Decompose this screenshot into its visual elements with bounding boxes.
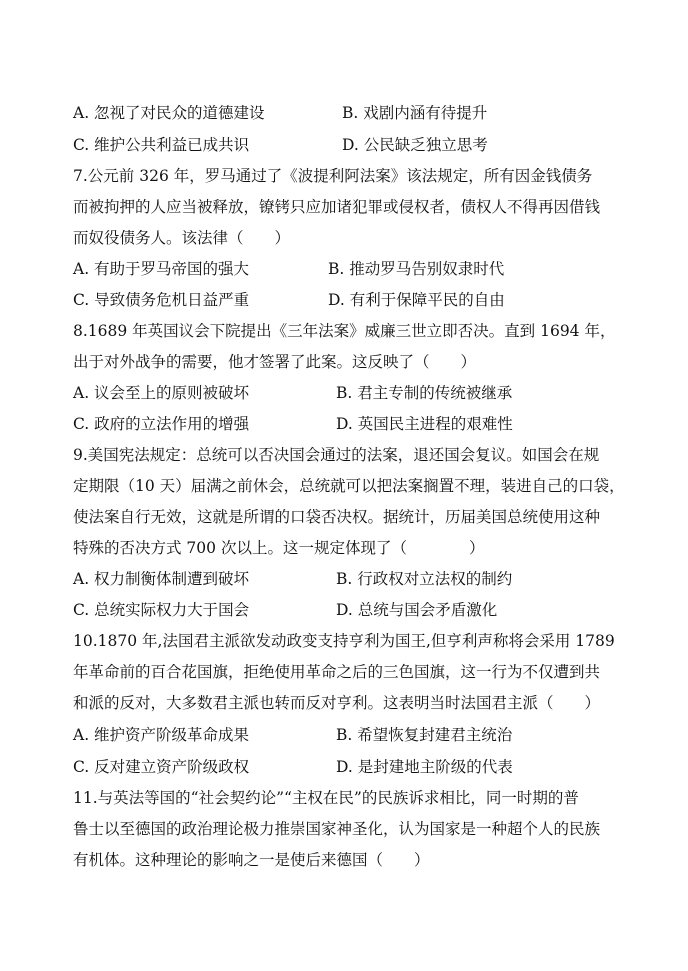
q11-text-line-3: 有机体。这种理论的影响之一是使后来德国（ ） (73, 851, 430, 869)
q9-option-b: B. 行政权对立法权的制约 (336, 570, 513, 588)
q7-text-line-2: 而被拘押的人应当被释放，镣铐只应加诸犯罪或侵权者，债权人不得再因借钱 (73, 198, 601, 216)
q10-text-line-1: 10.1870 年,法国君主派欲发动政变支持亨利为国王,但亨利声称将会采用 1789 (73, 632, 615, 650)
q11-text-line-2: 鲁士以至德国的政治理论极力推崇国家神圣化，认为国家是一种超个人的民族 (73, 820, 601, 838)
q7-text-line-1: 7.公元前 326 年，罗马通过了《波提利阿法案》该法规定，所有因金钱债务 (73, 167, 593, 185)
q9-text-line-1: 9.美国宪法规定：总统可以否决国会通过的法案，退还国会复议。如国会在规 (73, 446, 600, 464)
q10-option-c: C. 反对建立资产阶级政权 (73, 758, 250, 776)
q8-text-line-2: 出于对外战争的需要，他才签署了此案。这反映了（ ） (73, 353, 477, 371)
q7-option-a: A. 有助于罗马帝国的强大 (73, 260, 250, 278)
q8-option-b: B. 君主专制的传统被继承 (336, 384, 513, 402)
q8-text-line-1: 8.1689 年英国议会下院提出《三年法案》威廉三世立即否决。直到 1694 年， (73, 322, 616, 340)
q8-option-d: D. 英国民主进程的艰难性 (336, 415, 513, 433)
q7-option-d: D. 有利于保障平民的自由 (328, 291, 505, 309)
q10-text-line-2: 年革命前的百合花国旗，拒绝使用革命之后的三色国旗，这一行为不仅遭到共 (73, 663, 601, 681)
prev-option-c: C. 维护公共利益已成共识 (73, 136, 250, 154)
q11-text-line-1: 11.与英法等国的“社会契约论”“主权在民”的民族诉求相比，同一时期的普 (73, 789, 579, 807)
q8-option-a: A. 议会至上的原则被破坏 (73, 384, 250, 402)
q9-option-c: C. 总统实际权力大于国会 (73, 601, 250, 619)
q7-text-line-3: 而奴役债务人。该法律（ ） (73, 229, 291, 247)
prev-option-d: D. 公民缺乏独立思考 (342, 136, 488, 154)
q9-text-line-2: 定期限（10 天）届满之前休会，总统就可以把法案搁置不理，装进自己的口袋， (73, 477, 625, 495)
q9-text-line-3: 使法案自行无效，这就是所谓的口袋否决权。据统计，历届美国总统使用这种 (73, 508, 601, 526)
q10-option-d: D. 是封建地主阶级的代表 (336, 758, 513, 776)
q8-option-c: C. 政府的立法作用的增强 (73, 415, 250, 433)
q7-option-c: C. 导致债务危机日益严重 (73, 291, 250, 309)
prev-option-a: A. 忽视了对民众的道德建设 (73, 104, 265, 122)
q9-option-d: D. 总统与国会矛盾激化 (336, 601, 498, 619)
q10-option-a: A. 维护资产阶级革命成果 (73, 726, 250, 744)
q9-option-a: A. 权力制衡体制遭到破坏 (73, 570, 250, 588)
q7-option-b: B. 推动罗马告别奴隶时代 (328, 260, 505, 278)
prev-option-b: B. 戏剧内涵有待提升 (342, 104, 488, 122)
q10-text-line-3: 和派的反对，大多数君主派也转而反对亨利。这表明当时法国君主派（ ） (73, 694, 601, 712)
q10-option-b: B. 希望恢复封建君主统治 (336, 726, 513, 744)
q9-text-line-4: 特殊的否决方式 700 次以上。这一规定体现了（ ） (73, 539, 485, 557)
